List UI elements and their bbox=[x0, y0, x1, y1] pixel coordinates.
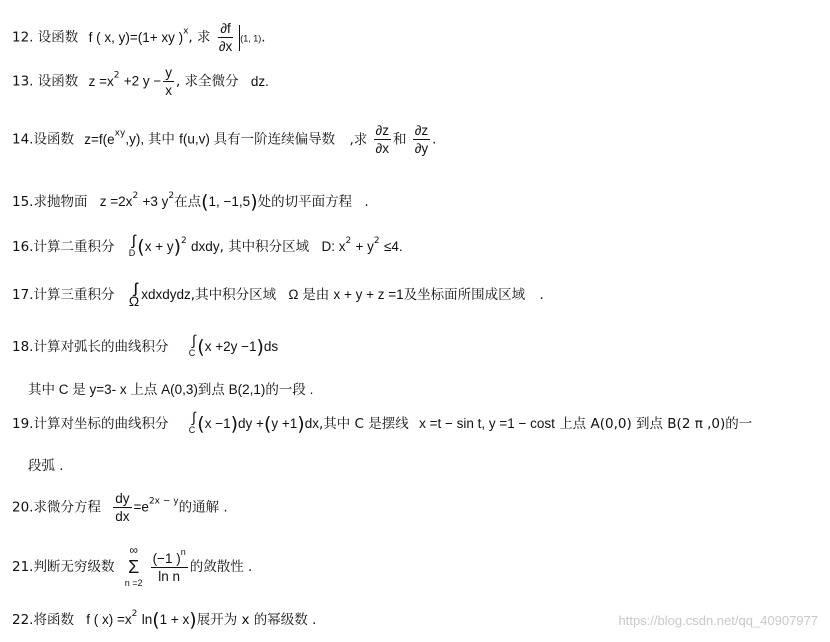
problem-number: 21. bbox=[12, 559, 34, 575]
problem-18-continuation: 其中 C 是 y=3- x 上点 A(0,3)到点 B(2,1)的一段 . bbox=[28, 382, 314, 397]
problem-16: 16.计算二重积分 D $(x + y)^2$ dxdy, 其中积分区域 D: $x^2 + y^2 \le 4$. bbox=[12, 236, 403, 258]
problem-number: 14. bbox=[12, 131, 34, 148]
problem-20: 20.求微分方程 $\frac{dy}{dx}$ $=e^{2x - y}$的通解 . bbox=[12, 491, 228, 524]
problem-22: 22.将函数 f ( $x) =x^2$ ln(1 + x)展开为 x 的幂级数 . bbox=[12, 609, 317, 631]
problem-number: 20. bbox=[12, 499, 34, 516]
summation: ∞ Σ n =2 bbox=[124, 543, 143, 588]
problem-number: 16. bbox=[12, 239, 34, 255]
problem-21: 21.判断无穷级数 ∞ Σ n =2 $\frac{(-1 )^n}{\text{ln n}}$ 的敛散性 . bbox=[12, 543, 253, 588]
problem-19-continuation: 段弧 . bbox=[28, 458, 64, 474]
problem-19: 19.计算对坐标的曲线积分 C (x −1)dy +(y +1)dx,其中 C 是摆线 x =t − sin t, y =1 − cost 上点 A(0,0) 到点 B(2 π ,0)的一 bbox=[12, 413, 753, 435]
problem-number: 18. bbox=[12, 339, 34, 355]
problem-number: 12. bbox=[12, 29, 34, 46]
line-integral: C bbox=[188, 348, 196, 358]
problem-number: 22. bbox=[12, 612, 34, 628]
problem-13: 13. 设函数 $z =x^2 +2$ y − $\frac{y}{x}$ , 求全微分 dz. bbox=[12, 65, 269, 98]
problem-12: 12. 设函数 f ( x, y)=(1+ xy )$^x$, 求 $\frac{\partial f}{\partial x}$ (1, 1). bbox=[12, 21, 266, 54]
problem-number: 19. bbox=[12, 416, 34, 432]
partial-derivative: $\frac{\partial f}{\partial x}$ bbox=[218, 21, 233, 54]
problem-number: 17. bbox=[12, 287, 34, 303]
line-integral: C bbox=[188, 425, 196, 435]
double-integral: D bbox=[128, 248, 136, 258]
problem-18: 18.计算对弧长的曲线积分 C (x +2y −1)ds bbox=[12, 336, 279, 358]
problem-number: 13. bbox=[12, 73, 34, 90]
problem-17: 17.计算三重积分 Ω xdxdydz,其中积分区域 Ω 是由 x + y + z =1及坐标面所围成区域 . bbox=[12, 282, 544, 308]
watermark: https://blog.csdn.net/qq_40907977 bbox=[618, 613, 818, 628]
triple-integral: Ω bbox=[128, 293, 140, 309]
problem-15: 15.求抛物面 $z =2x^2 +3$ $y^2$在点(1, −1,5)处的切平面方程 . bbox=[12, 191, 369, 213]
problem-number: 15. bbox=[12, 194, 34, 210]
problem-14: 14.设函数 $z=f(e^{xy},y)$, 其中 f(u,v) 具有一阶连续偏导数 ,求 $\frac{\partial z}{\partial x}$ 和 $\frac{\partial z}{\partial y}$ . bbox=[12, 123, 437, 156]
